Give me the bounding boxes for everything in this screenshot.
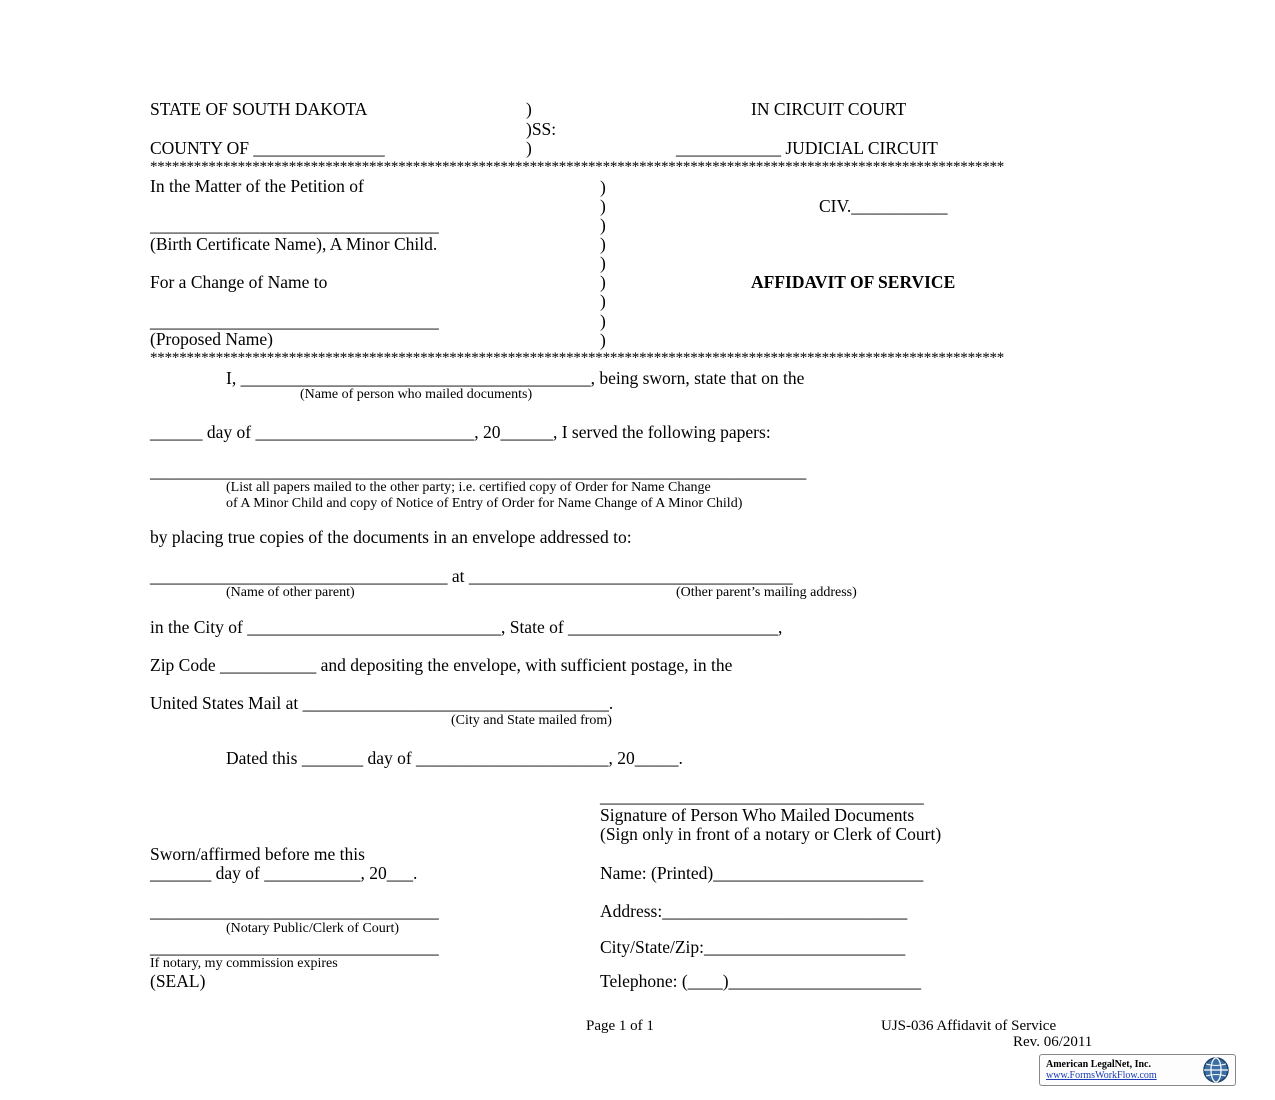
logo-url-link[interactable]: www.FormsWorkFlow.com: [1046, 1070, 1157, 1081]
change-name-label: For a Change of Name to: [150, 272, 328, 292]
envelope-statement: by placing true copies of the documents in an envelope addressed to:: [150, 527, 632, 547]
signature-label: Signature of Person Who Mailed Documents: [600, 805, 915, 825]
matter-paren: ): [600, 196, 606, 216]
page-number: Page 1 of 1: [586, 1018, 654, 1034]
matter-heading: In the Matter of the Petition of: [150, 176, 364, 196]
document-title: AFFIDAVIT OF SERVICE: [751, 272, 956, 292]
signature-note: (Sign only in front of a notary or Clerk of Court): [600, 824, 942, 844]
served-date-line: ______ day of _________________________, 20______, I served the following papers:: [150, 422, 771, 442]
mailed-from-caption: (City and State mailed from): [451, 713, 612, 728]
matter-paren: ): [600, 330, 606, 350]
matter-paren: ): [600, 272, 606, 292]
birth-name-label: (Birth Certificate Name), A Minor Child.: [150, 234, 438, 254]
matter-paren: ): [600, 177, 606, 197]
city-state-zip-field: City/State/Zip:_______________________: [600, 937, 906, 957]
court-label: IN CIRCUIT COURT: [751, 99, 907, 119]
separator-line: *********************************************************************************************************************: [150, 351, 1005, 365]
papers-caption: (List all papers mailed to the other party; i.e. certified copy of Order for Name Change: [226, 480, 711, 495]
state-label: STATE OF SOUTH DAKOTA: [150, 99, 368, 119]
matter-paren: ): [600, 291, 606, 311]
birth-name-blank: _________________________________: [150, 215, 439, 235]
american-legalnet-logo[interactable]: [1039, 1054, 1236, 1086]
notary-caption: (Notary Public/Clerk of Court): [226, 921, 400, 936]
sworn-date-line: _______ day of ___________, 20___.: [150, 863, 418, 883]
city-state-line: in the City of _____________________________, State of ________________________,: [150, 617, 783, 637]
signature-line: _____________________________________: [600, 786, 924, 806]
logo-name: American LegalNet, Inc.: [1046, 1059, 1151, 1070]
sworn-label: Sworn/affirmed before me this: [150, 844, 365, 864]
telephone-field: Telephone: (____)______________________: [600, 971, 922, 991]
ss-label: )SS:: [526, 119, 557, 139]
proposed-name-label: (Proposed Name): [150, 329, 273, 349]
dated-line: Dated this _______ day of ______________________, 20_____.: [226, 748, 683, 768]
matter-paren: ): [600, 234, 606, 254]
commission-label: If notary, my commission expires: [150, 956, 338, 971]
printed-name-field: Name: (Printed)________________________: [600, 863, 924, 883]
commission-line: _________________________________: [150, 937, 439, 957]
affiant-name-caption: (Name of person who mailed documents): [300, 387, 533, 402]
matter-paren: ): [600, 215, 606, 235]
caption-paren: ): [526, 99, 532, 119]
separator-line: *********************************************************************************************************************: [150, 160, 1005, 174]
matter-paren: ): [600, 253, 606, 273]
proposed-name-blank: _________________________________: [150, 311, 439, 331]
papers-caption: of A Minor Child and copy of Notice of Entry of Order for Name Change of A Minor Child): [226, 496, 743, 511]
seal-label: (SEAL): [150, 971, 206, 991]
revision-date: Rev. 06/2011: [1013, 1034, 1093, 1050]
form-id: UJS-036 Affidavit of Service: [881, 1018, 1057, 1034]
zip-line: Zip Code ___________ and depositing the envelope, with sufficient postage, in the: [150, 655, 733, 675]
recipient-address-line: __________________________________ at _____________________________________: [150, 566, 793, 586]
matter-paren: ): [600, 311, 606, 331]
civ-number-field: CIV.___________: [819, 196, 948, 216]
notary-signature-line: _________________________________: [150, 901, 439, 921]
mailing-address-caption: (Other parent’s mailing address): [676, 585, 857, 600]
caption-paren: ): [526, 138, 532, 158]
judicial-circuit-field: ____________ JUDICIAL CIRCUIT: [676, 138, 938, 158]
other-parent-caption: (Name of other parent): [226, 585, 355, 600]
address-field: Address:____________________________: [600, 901, 908, 921]
mailed-from-line: United States Mail at ___________________________________.: [150, 693, 614, 713]
papers-blank: ___________________________________________________________________________: [150, 461, 807, 481]
county-field: COUNTY OF _______________: [150, 138, 385, 158]
globe-icon: [1199, 1056, 1233, 1084]
affiant-statement: I, ________________________________________, being sworn, state that on the: [226, 368, 805, 388]
